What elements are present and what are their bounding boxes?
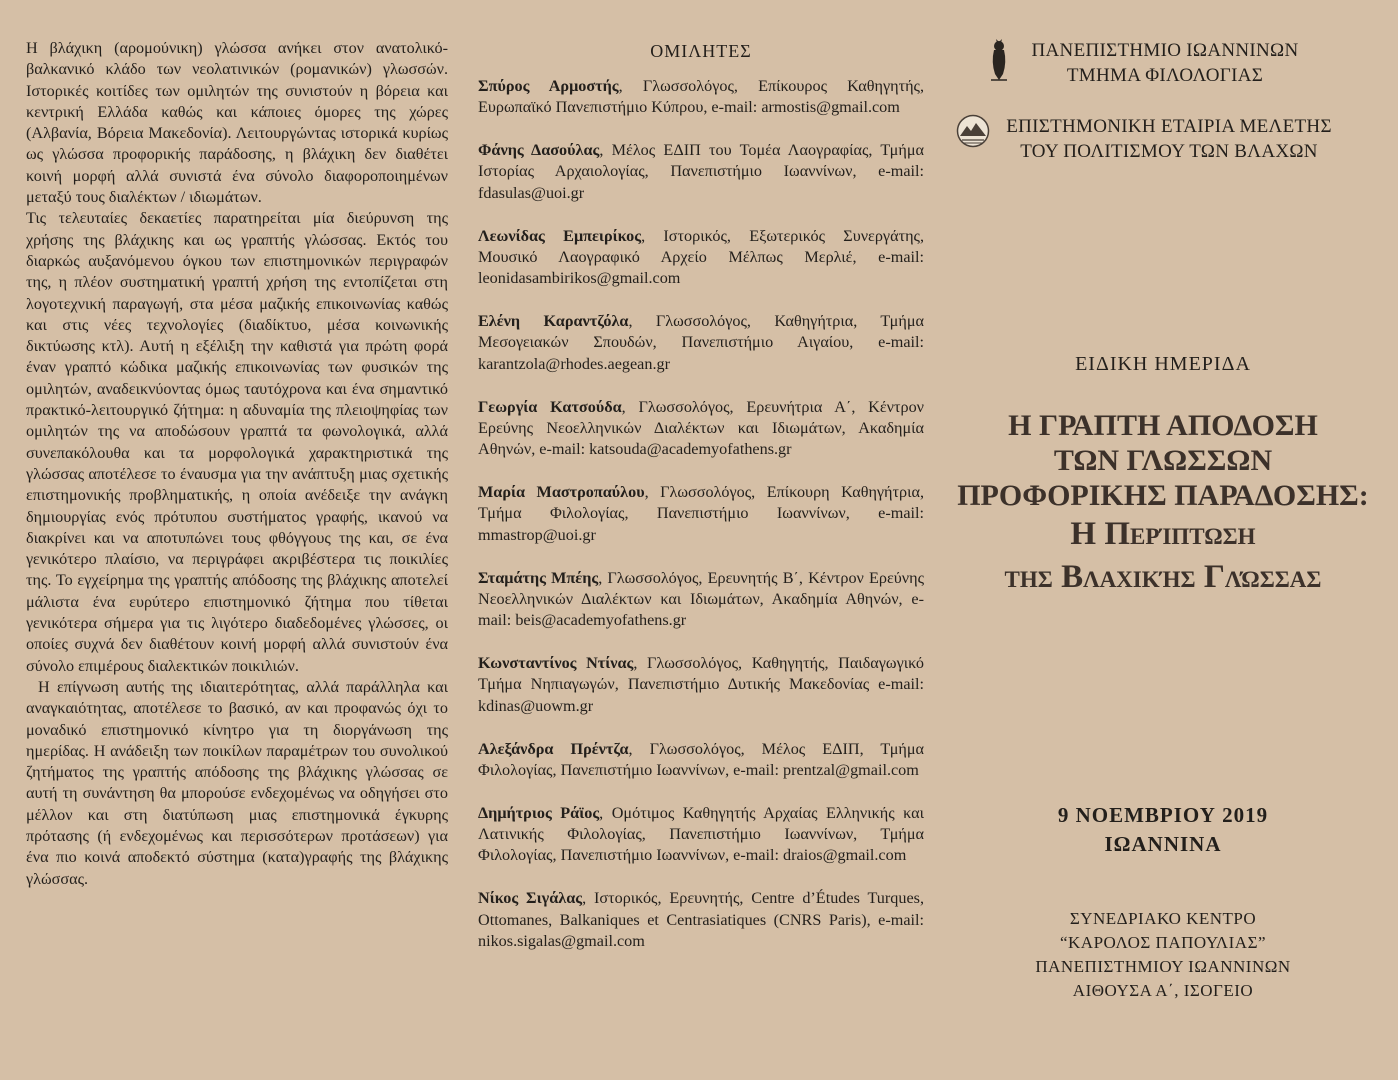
intro-paragraph-1: Η βλάχικη (αρομούνικη) γλώσσα ανήκει στον ανατολικό-βαλκανικό κλάδο των νεολατινικών (ρομανικών) γλωσσών. Ιστορικές κοιτίδες των ομιλητών της συνιστούν η βόρεια και κεντρική Ελλάδα καθώς και κάποιες όμορες της χώρες (Αλβανία, Βόρεια Μακεδονία). Λειτουργώντας ιστορικά κυρίως ως γλώσσα προφορικής παράδοσης, η βλάχικη δεν διαθέτει κοινή μορφή αλλά συνιστά ένα σύνολο διαφοροποιημένων μεταξύ τους διαλέκτων / ιδιωμάτων. (26, 39, 448, 207)
speaker-entry (478, 482, 924, 546)
speaker-list (478, 76, 924, 952)
speaker-details: , Γλωσσολόγος, Επίκουρη Καθηγήτρια, Τμήμα Φιλολογίας, Πανεπιστήμιο Ιωαννίνων, e-mail: mmastrop@uoi.gr (478, 483, 924, 544)
event-title-line-2: ΤΩΝ ΓΛΩΣΣΩΝ (1053, 444, 1273, 477)
event-title-line-5: της Βλαχικής Γλώσσας (1004, 559, 1322, 595)
society-name (990, 114, 1348, 164)
speaker-entry (478, 140, 924, 204)
university-line-1: ΠΑΝΕΠΙΣΤΗΜΙΟ ΙΩΑΝΝΙΝΩΝ (1031, 40, 1299, 61)
speaker-name: Ελένη Καραντζόλα (478, 312, 629, 331)
mountain-seal-icon (956, 114, 990, 153)
date-location (948, 801, 1378, 859)
speaker-details: , Γλωσσολόγος, Μέλος ΕΔΙΠ, Τμήμα Φιλολογίας, Πανεπιστήμιο Ιωαννίνων, e-mail: prentzal@gmail.com (478, 739, 924, 779)
speaker-entry (478, 568, 924, 632)
speaker-name: Μαρία Μαστροπαύλου (478, 483, 645, 502)
intro-column (26, 38, 448, 890)
university-line-2: ΤΜΗΜΑ ΦΙΛΟΛΟΓΙΑΣ (1066, 65, 1264, 86)
speakers-title: ΟΜΙΛΗΤΕΣ (650, 41, 752, 61)
speaker-entry (478, 76, 924, 119)
event-title (948, 408, 1378, 599)
society-line-1: ΕΠΙΣΤΗΜΟΝΙΚΗ ΕΤΑΙΡΙΑ ΜΕΛΕΤΗΣ (1006, 116, 1332, 137)
speaker-entry (478, 888, 924, 952)
event-city: ΙΩΑΝΝΙΝΑ (1104, 832, 1222, 856)
speaker-entry (478, 226, 924, 290)
venue-line-4: ΑΙΘΟΥΣΑ Α΄, ΙΣΟΓΕΙΟ (1072, 981, 1254, 1000)
event-type: ΕΙΔΙΚΗ ΗΜΕΡΙΔΑ (1075, 353, 1251, 375)
speaker-name: Λεωνίδας Εμπειρίκος (478, 226, 642, 245)
speaker-entry (478, 739, 924, 782)
society-line-2: ΤΟΥ ΠΟΛΙΤΙΣΜΟΥ ΤΩΝ ΒΛΑΧΩΝ (1020, 141, 1318, 162)
event-title-line-1: Η ΓΡΑΠΤΗ ΑΠΟΔΟΣΗ (1008, 409, 1318, 442)
speaker-name: Κωνσταντίνος Ντίνας (478, 654, 634, 673)
venue (948, 907, 1378, 1003)
speaker-details: , Γλωσσολόγος, Καθηγήτρια, Τμήμα Μεσογειακών Σπουδών, Πανεπιστήμιο Αιγαίου, e-mail: karantzola@rhodes.aegean.gr (478, 312, 924, 373)
event-date: 9 ΝΟΕΜΒΡΙΟΥ 2019 (1057, 803, 1269, 827)
speaker-entry (478, 311, 924, 375)
event-title-line-3: ΠΡΟΦΟΡΙΚΗΣ ΠΑΡΑΔΟΣΗΣ: (957, 479, 1369, 512)
speaker-name: Νίκος Σιγάλας (478, 889, 583, 908)
university-header (988, 38, 1378, 88)
venue-line-3: ΠΑΝΕΠΙΣΤΗΜΙΟΥ ΙΩΑΝΝΙΝΩΝ (1035, 957, 1291, 976)
speaker-name: Αλεξάνδρα Πρέντζα (478, 739, 629, 758)
owl-logo-icon (988, 38, 1010, 87)
speaker-details: , Γλωσσολόγος, Ερευνητής Β΄, Κέντρον Ερεύνης Νεοελληνικών Διαλέκτων και Ιδιωμάτων, Ακαδημία Αθηνών, e-mail: beis@academyofathens.gr (478, 568, 924, 630)
speaker-name: Γεωργία Κατσούδα (478, 397, 622, 416)
speaker-name: Σταμάτης Μπέης (478, 568, 599, 587)
venue-line-2: “ΚΑΡΟΛΟΣ ΠΑΠΟΥΛΙΑΣ” (1059, 933, 1267, 952)
speaker-name: Δημήτριος Ράϊος (478, 803, 600, 822)
speaker-entry (478, 803, 924, 867)
speakers-column (478, 38, 924, 974)
university-name (1010, 38, 1320, 88)
intro-paragraph-3: Η επίγνωση αυτής της ιδιαιτερότητας, αλλά παράλληλα και αναγκαιότητας, αποτέλεσε το βασικό, αν και προφανώς όχι το μοναδικό επιστημονικό κίνητρο για τη διοργάνωση της ημερίδας. Η ανάδειξη των ποικίλων παραμέτρων του συνολικού ζητήματος της γραπτής απόδοσης της βλάχικης γλώσσας σε αυτή τη συνάντηση θα μπορούσε ενδεχομένως να οδηγήσει στο μέλλον και στη διατύπωση μιας επιστημονικά έγκυρης πρότασης (ή ενδεχομένως και περισσότερων προτάσεων) για ένα πιο κοινά αποδεκτό σύστημα (κατα)γραφής της βλάχικης γλώσσας. (26, 677, 448, 888)
intro-paragraph-2: Τις τελευταίες δεκαετίες παρατηρείται μία διεύρυνση της χρήσης της βλάχικης και ως γραπτής γλώσσας. Εκτός του διαρκώς αυξανόμενου όγκου των επιστημονικών περιγραφών της, η πλέον συστηματική γραπτή χρήση της εντοπίζεται στη λογοτεχνική παραγωγή, στα μέσα μαζικής επικοινωνίας καθώς και στις νέες τεχνολογίες (διαδίκτυο, μέσα κοινωνικής δικτύωσης κτλ). Αυτή η εξέλιξη την καθιστά για πρώτη φορά έναν γραπτό κώδικα μαζικής επικοινωνίας των φυσικών της ομιλητών, αναδεικνύοντας όμως ταυτόχρονα και ένα σημαντικό πρακτικό-λειτουργικό ζήτημα: η αδυναμία της πλειοψηφίας των ομιλητών της να αποδώσουν γραπτά τα φωνολογικά, αλλά συνεπακόλουθα και τα μορφολογικά χαρακτηριστικά της γλώσσας αποτέλεσε το έναυσμα για την ανάπτυξη μιας σχετικής επιστημονικής προβληματικής, η οποία ανέδειξε την ανάγκη δημιουργίας ενός πρότυπου συστήματος γραφής, ικανού να διακρίνει και να αποτυπώνει τους φθόγγους της και, σε ένα γενικότερο πλαίσιο, να περιγράφει ακριβέστερα τις ποικιλίες της. Το εγχείρημα της γραπτής απόδοσης της βλάχικης αποτελεί μάλιστα ένα ευρύτερο επιστημονικό ζήτημα που τίθεται γενικότερα σήμερα για τις λιγότερο διαδεδομένες γλώσσες, οι οποίες συχνά δεν διαθέτουν κοινή μορφή αλλά συνιστούν ένα σύνολο επιμέρους διαλεκτικών ποικιλιών. (26, 209, 448, 675)
event-column (948, 38, 1378, 1000)
speaker-details: , Γλωσσολόγος, Ερευνήτρια Α΄, Κέντρον Ερεύνης Νεοελληνικών Διαλέκτων και Ιδιωμάτων, Ακαδημία Αθηνών, e-mail: katsouda@academyofathens.gr (478, 397, 924, 459)
speaker-entry (478, 653, 924, 717)
speaker-details: , Ιστορικός, Εξωτερικός Συνεργάτης, Μουσικό Λαογραφικό Αρχείο Μέλπως Μερλιέ, e-mail: leonidasambirikos@gmail.com (478, 226, 924, 288)
speaker-details: , Γλωσσολόγος, Επίκουρος Καθηγητής, Ευρωπαϊκό Πανεπιστήμιο Κύπρου, e-mail: armostis@gmail.com (478, 77, 924, 117)
society-header (956, 114, 1378, 164)
speaker-details: , Ομότιμος Καθηγητής Αρχαίας Ελληνικής και Λατινικής Φιλολογίας, Πανεπιστήμιο Ιωαννίνων, Τμήμα Φιλολογίας, Πανεπιστήμιο Ιωαννίνων, e-mail: draios@gmail.com (478, 803, 924, 865)
venue-line-1: ΣΥΝΕΔΡΙΑΚΟ ΚΕΝΤΡΟ (1069, 909, 1257, 928)
speaker-details: , Γλωσσολόγος, Καθηγητής, Παιδαγωγικό Τμήμα Νηπιαγωγών, Πανεπιστήμιο Δυτικής Μακεδονίας e-mail: kdinas@uowm.gr (478, 654, 924, 715)
event-title-line-4: Η Περίπτωση (1070, 516, 1256, 552)
speaker-details: , Ιστορικός, Ερευνητής, Centre d’Études Turques, Ottomanes, Balkaniques et Centrasiatiques (CNRS Paris), e-mail: nikos.sigalas@gmail.com (478, 889, 924, 950)
speaker-details: , Μέλος ΕΔΙΠ του Τομέα Λαογραφίας, Τμήμα Ιστορίας Αρχαιολογίας, Πανεπιστήμιο Ιωαννίνων, e-mail: fdasulas@uoi.gr (478, 141, 924, 202)
speaker-name: Σπύρος Αρμοστής (478, 77, 619, 95)
speaker-name: Φάνης Δασούλας (478, 141, 600, 160)
speaker-entry (478, 397, 924, 461)
